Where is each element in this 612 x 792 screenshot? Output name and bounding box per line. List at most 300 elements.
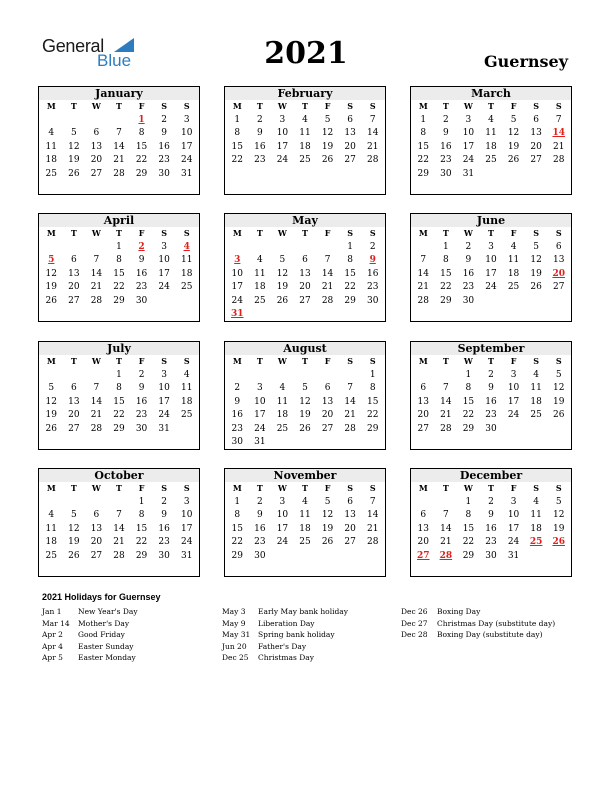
- month-july: [38, 341, 200, 450]
- day-cell: 2: [161, 496, 167, 507]
- weekday-label: T: [442, 483, 449, 493]
- weekday-label: T: [116, 228, 122, 238]
- day-cell: 9: [488, 383, 494, 393]
- day-cell: 4: [183, 369, 190, 380]
- month-name: February: [225, 87, 385, 100]
- day-cell: 24: [462, 155, 475, 165]
- month-name: October: [39, 469, 199, 482]
- day-cell: 14: [440, 523, 452, 534]
- day-cell: 31: [462, 168, 475, 179]
- weekday-label: S: [369, 356, 376, 366]
- holiday-name: Good Friday: [78, 630, 125, 639]
- weekday-label: M: [418, 101, 428, 111]
- day-cell: 30: [440, 168, 452, 179]
- holiday-name: Easter Monday: [78, 653, 136, 662]
- day-cell: 10: [276, 510, 289, 520]
- weekday-label: F: [138, 483, 145, 493]
- day-cell: 15: [462, 523, 475, 534]
- weekday-label: M: [46, 356, 56, 366]
- weekday-label: S: [183, 356, 190, 366]
- weekday-label: W: [91, 228, 101, 238]
- holiday-date: Jan 1: [42, 607, 62, 616]
- day-cell: 3: [510, 496, 517, 507]
- day-cell: 24: [180, 537, 193, 547]
- month-december: [410, 468, 572, 577]
- weekday-label: M: [418, 356, 428, 366]
- holiday-row: [42, 653, 138, 665]
- month-name: January: [39, 87, 199, 100]
- day-cell: 4: [533, 496, 539, 507]
- day-cell: 30: [366, 295, 379, 306]
- holiday-name: Mother's Day: [78, 618, 130, 628]
- day-grid: [411, 355, 571, 436]
- holiday-row: [42, 607, 138, 619]
- day-cell: 20: [344, 141, 356, 152]
- holiday-row: [222, 653, 348, 665]
- day-cell: 1: [234, 114, 241, 125]
- weekday-label: S: [533, 228, 540, 238]
- day-cell: 11: [180, 383, 193, 393]
- day-cell: 31: [180, 550, 193, 561]
- day-cell: 15: [417, 141, 429, 152]
- holiday-day-cell: 4: [183, 241, 190, 252]
- holiday-day-cell: 3: [234, 255, 241, 265]
- day-cell: 19: [45, 282, 57, 292]
- day-cell: 9: [465, 255, 472, 265]
- weekday-label: T: [302, 228, 308, 238]
- day-cell: 28: [90, 423, 103, 434]
- weekday-label: T: [488, 483, 494, 493]
- day-cell: 18: [180, 396, 193, 407]
- day-cell: 30: [158, 168, 170, 179]
- day-cell: 5: [533, 241, 539, 252]
- day-cell: 8: [116, 255, 122, 265]
- holiday-row: [222, 607, 348, 619]
- day-cell: 24: [485, 282, 497, 292]
- day-cell: 22: [113, 282, 125, 292]
- weekday-label: S: [183, 101, 190, 111]
- day-cell: 21: [113, 155, 125, 165]
- day-cell: 7: [116, 128, 122, 138]
- empty-cell: [249, 241, 272, 255]
- day-cell: 10: [276, 128, 289, 138]
- empty-cell: [412, 496, 435, 510]
- holiday-date: Apr 5: [42, 653, 63, 662]
- holiday-day-cell: 1: [138, 114, 145, 125]
- day-grid: [411, 482, 571, 563]
- empty-cell: [435, 369, 458, 383]
- weekday-label: S: [347, 101, 354, 111]
- day-cell: 6: [70, 255, 77, 265]
- day-cell: 2: [488, 369, 494, 380]
- day-cell: 2: [161, 114, 167, 125]
- day-cell: 14: [344, 396, 356, 407]
- holiday-row: [222, 630, 348, 642]
- day-cell: 7: [116, 510, 122, 520]
- weekday-label: T: [70, 228, 77, 238]
- day-cell: 9: [442, 128, 449, 138]
- month-november: [224, 468, 386, 577]
- empty-cell: [271, 241, 294, 255]
- day-cell: 24: [276, 537, 289, 547]
- month-february: [224, 86, 386, 195]
- day-cell: 10: [507, 510, 520, 520]
- day-cell: 16: [440, 141, 452, 152]
- day-cell: 20: [417, 410, 429, 420]
- day-cell: 11: [299, 510, 311, 520]
- holiday-row: [222, 619, 348, 631]
- weekday-label: M: [232, 356, 242, 366]
- day-cell: 27: [530, 155, 542, 165]
- day-cell: 17: [254, 410, 266, 420]
- day-cell: 5: [48, 383, 55, 393]
- weekday-label: T: [256, 101, 263, 111]
- day-cell: 26: [299, 423, 311, 434]
- day-cell: 25: [45, 550, 57, 561]
- holiday-date: Apr 2: [42, 630, 63, 639]
- day-cell: 14: [440, 396, 452, 407]
- day-cell: 19: [552, 396, 565, 407]
- day-cell: 15: [366, 396, 379, 407]
- day-cell: 17: [158, 268, 170, 279]
- day-cell: 29: [344, 295, 356, 306]
- day-cell: 25: [299, 537, 311, 547]
- day-cell: 18: [299, 141, 311, 152]
- day-cell: 23: [254, 537, 266, 547]
- day-cell: 12: [68, 523, 80, 534]
- weekday-label: T: [302, 356, 308, 366]
- day-cell: 4: [302, 114, 308, 125]
- day-cell: 22: [417, 155, 429, 165]
- weekday-label: T: [442, 101, 449, 111]
- day-cell: 20: [344, 523, 356, 534]
- empty-cell: [85, 114, 108, 128]
- month-name: August: [225, 342, 385, 355]
- day-cell: 12: [321, 128, 334, 138]
- day-cell: 18: [254, 282, 266, 292]
- day-cell: 21: [366, 523, 379, 534]
- month-name: April: [39, 214, 199, 227]
- holidays-title: 2021 Holidays for Guernsey: [42, 592, 161, 602]
- day-cell: 21: [90, 282, 103, 292]
- weekday-label: S: [347, 483, 354, 493]
- day-cell: 1: [116, 369, 122, 380]
- day-cell: 23: [462, 282, 475, 292]
- day-cell: 17: [507, 396, 520, 407]
- day-cell: 18: [485, 141, 497, 152]
- day-cell: 3: [279, 496, 286, 507]
- day-cell: 5: [70, 128, 77, 138]
- day-grid: [39, 100, 199, 181]
- day-cell: 23: [135, 410, 148, 420]
- day-cell: 10: [231, 268, 243, 279]
- day-cell: 11: [254, 268, 266, 279]
- day-cell: 8: [138, 510, 145, 520]
- weekday-label: S: [369, 101, 376, 111]
- weekday-label: W: [277, 356, 287, 366]
- day-cell: 8: [420, 128, 427, 138]
- day-cell: 19: [68, 537, 80, 547]
- day-cell: 31: [507, 550, 520, 561]
- day-cell: 8: [234, 128, 241, 138]
- day-cell: 18: [299, 523, 311, 534]
- weekday-label: T: [302, 101, 308, 111]
- weekday-label: W: [277, 101, 287, 111]
- day-cell: 6: [347, 114, 353, 125]
- weekday-label: S: [183, 228, 190, 238]
- weekday-label: T: [488, 356, 494, 366]
- empty-cell: [108, 496, 131, 510]
- weekday-label: M: [46, 228, 56, 238]
- day-cell: 23: [440, 155, 452, 165]
- day-cell: 19: [45, 410, 57, 420]
- day-cell: 28: [552, 155, 565, 165]
- day-cell: 30: [254, 550, 266, 561]
- day-cell: 1: [465, 496, 472, 507]
- weekday-label: W: [463, 356, 473, 366]
- day-cell: 23: [158, 155, 170, 165]
- day-cell: 29: [462, 550, 475, 561]
- day-cell: 25: [180, 282, 193, 292]
- day-cell: 22: [113, 410, 125, 420]
- day-cell: 16: [366, 268, 379, 279]
- weekday-label: M: [232, 483, 242, 493]
- day-cell: 7: [93, 383, 100, 393]
- day-cell: 20: [68, 282, 80, 292]
- weekday-label: F: [510, 228, 517, 238]
- weekday-label: S: [533, 483, 540, 493]
- day-cell: 14: [113, 523, 125, 534]
- weekday-label: T: [442, 228, 449, 238]
- day-cell: 11: [45, 523, 57, 534]
- day-cell: 29: [231, 550, 243, 561]
- day-cell: 26: [68, 550, 80, 561]
- weekday-label: T: [442, 356, 449, 366]
- month-january: [38, 86, 200, 195]
- day-cell: 2: [442, 114, 449, 125]
- weekday-label: F: [138, 228, 145, 238]
- holiday-row: [222, 642, 348, 654]
- weekday-label: S: [555, 356, 562, 366]
- day-cell: 7: [369, 496, 376, 507]
- day-cell: 5: [279, 255, 286, 265]
- day-cell: 27: [417, 423, 429, 434]
- weekday-label: S: [555, 101, 562, 111]
- day-cell: 19: [321, 141, 334, 152]
- day-cell: 29: [366, 423, 379, 434]
- day-cell: 5: [302, 383, 308, 393]
- day-cell: 27: [344, 537, 356, 547]
- day-cell: 1: [369, 369, 376, 380]
- empty-cell: [316, 369, 339, 383]
- weekday-label: W: [463, 101, 473, 111]
- holiday-day-cell: 25: [529, 537, 543, 547]
- day-cell: 16: [485, 523, 497, 534]
- day-cell: 7: [420, 255, 427, 265]
- day-cell: 16: [158, 141, 170, 152]
- holiday-name: Liberation Day: [258, 618, 315, 628]
- day-cell: 14: [366, 510, 379, 520]
- day-cell: 29: [113, 295, 125, 306]
- empty-cell: [294, 369, 317, 383]
- empty-cell: [40, 114, 63, 128]
- weekday-label: F: [324, 483, 331, 493]
- day-cell: 8: [465, 383, 472, 393]
- month-october: [38, 468, 200, 577]
- holiday-day-cell: 31: [231, 309, 244, 319]
- day-cell: 22: [462, 537, 475, 547]
- weekday-label: F: [324, 356, 331, 366]
- day-cell: 11: [180, 255, 193, 265]
- day-cell: 7: [442, 383, 449, 393]
- weekday-label: T: [256, 228, 263, 238]
- empty-cell: [271, 369, 294, 383]
- day-cell: 15: [135, 141, 148, 152]
- day-cell: 11: [45, 141, 57, 152]
- empty-cell: [316, 241, 339, 255]
- weekday-label: F: [510, 356, 517, 366]
- day-cell: 2: [138, 369, 145, 380]
- day-grid: [225, 100, 385, 168]
- day-cell: 29: [135, 550, 148, 561]
- day-cell: 25: [507, 282, 520, 292]
- day-cell: 22: [231, 537, 243, 547]
- weekday-label: S: [161, 228, 168, 238]
- weekday-label: S: [161, 356, 168, 366]
- holiday-date: May 9: [222, 618, 246, 628]
- holiday-row: [401, 607, 555, 619]
- day-cell: 4: [302, 496, 308, 507]
- day-cell: 31: [254, 437, 266, 447]
- day-cell: 22: [462, 410, 475, 420]
- day-cell: 9: [256, 128, 263, 138]
- holiday-column: [222, 607, 348, 665]
- day-cell: 13: [68, 396, 80, 407]
- day-cell: 12: [507, 128, 520, 138]
- day-cell: 24: [276, 155, 289, 165]
- day-cell: 15: [231, 523, 243, 534]
- day-cell: 7: [324, 255, 331, 265]
- day-grid: [225, 227, 385, 322]
- day-cell: 17: [231, 282, 243, 292]
- day-cell: 3: [465, 114, 472, 125]
- day-cell: 12: [45, 268, 57, 279]
- day-cell: 16: [254, 141, 266, 152]
- day-cell: 16: [462, 268, 475, 279]
- day-cell: 28: [366, 537, 379, 547]
- month-name: November: [225, 469, 385, 482]
- holiday-row: [401, 630, 555, 642]
- day-cell: 10: [485, 255, 497, 265]
- day-cell: 15: [462, 396, 475, 407]
- day-cell: 4: [279, 383, 286, 393]
- holiday-day-cell: 26: [552, 537, 565, 547]
- empty-cell: [40, 241, 63, 255]
- day-cell: 30: [485, 550, 497, 561]
- day-cell: 26: [321, 537, 334, 547]
- weekday-label: W: [91, 101, 101, 111]
- empty-cell: [85, 496, 108, 510]
- day-cell: 6: [555, 241, 562, 252]
- day-cell: 6: [302, 255, 308, 265]
- month-name: March: [411, 87, 571, 100]
- day-cell: 19: [530, 268, 542, 279]
- day-cell: 3: [488, 241, 494, 252]
- holiday-row: [401, 619, 555, 631]
- month-september: [410, 341, 572, 450]
- day-cell: 7: [442, 510, 449, 520]
- holiday-row: [42, 619, 138, 631]
- day-cell: 16: [135, 396, 148, 407]
- day-cell: 21: [113, 537, 125, 547]
- holiday-day-cell: 20: [552, 268, 565, 279]
- day-cell: 10: [254, 396, 266, 407]
- holiday-date: May 31: [222, 630, 251, 639]
- day-cell: 1: [442, 241, 449, 252]
- weekday-label: S: [347, 228, 354, 238]
- day-cell: 12: [299, 396, 311, 407]
- day-cell: 18: [530, 523, 542, 534]
- day-cell: 17: [507, 523, 520, 534]
- day-cell: 17: [180, 523, 193, 534]
- day-cell: 11: [485, 128, 497, 138]
- holiday-name: Christmas Day: [258, 653, 314, 662]
- weekday-label: T: [256, 483, 263, 493]
- month-name: June: [411, 214, 571, 227]
- day-cell: 4: [510, 241, 517, 252]
- day-cell: 5: [510, 114, 517, 125]
- weekday-label: S: [347, 356, 354, 366]
- holiday-column: [401, 607, 555, 642]
- day-grid: [39, 355, 199, 436]
- day-cell: 3: [161, 241, 167, 252]
- day-cell: 27: [90, 550, 103, 561]
- day-cell: 12: [45, 396, 57, 407]
- day-cell: 11: [507, 255, 520, 265]
- holiday-row: [42, 630, 138, 642]
- day-cell: 8: [116, 383, 122, 393]
- day-cell: 2: [488, 496, 494, 507]
- day-cell: 8: [442, 255, 449, 265]
- empty-cell: [226, 241, 249, 255]
- day-cell: 26: [45, 295, 57, 306]
- day-cell: 11: [530, 510, 542, 520]
- day-cell: 21: [552, 141, 565, 152]
- day-cell: 18: [45, 155, 57, 165]
- country-name: Guernsey: [483, 52, 568, 71]
- day-cell: 14: [113, 141, 125, 152]
- logo-general-text: General: [42, 36, 104, 56]
- weekday-label: M: [232, 228, 242, 238]
- day-cell: 30: [485, 423, 497, 434]
- day-cell: 16: [254, 523, 266, 534]
- weekday-label: S: [533, 101, 540, 111]
- day-cell: 20: [530, 141, 542, 152]
- empty-cell: [63, 241, 86, 255]
- holiday-date: Apr 4: [42, 641, 63, 651]
- holiday-date: Jun 20: [222, 641, 247, 651]
- day-cell: 23: [485, 537, 497, 547]
- day-cell: 12: [276, 268, 289, 279]
- day-cell: 19: [321, 523, 334, 534]
- day-cell: 2: [234, 383, 241, 393]
- day-cell: 22: [135, 537, 148, 547]
- day-cell: 23: [485, 410, 497, 420]
- day-cell: 3: [183, 114, 190, 125]
- day-cell: 28: [344, 423, 356, 434]
- holiday-date: Dec 27: [401, 618, 428, 628]
- day-cell: 7: [93, 255, 100, 265]
